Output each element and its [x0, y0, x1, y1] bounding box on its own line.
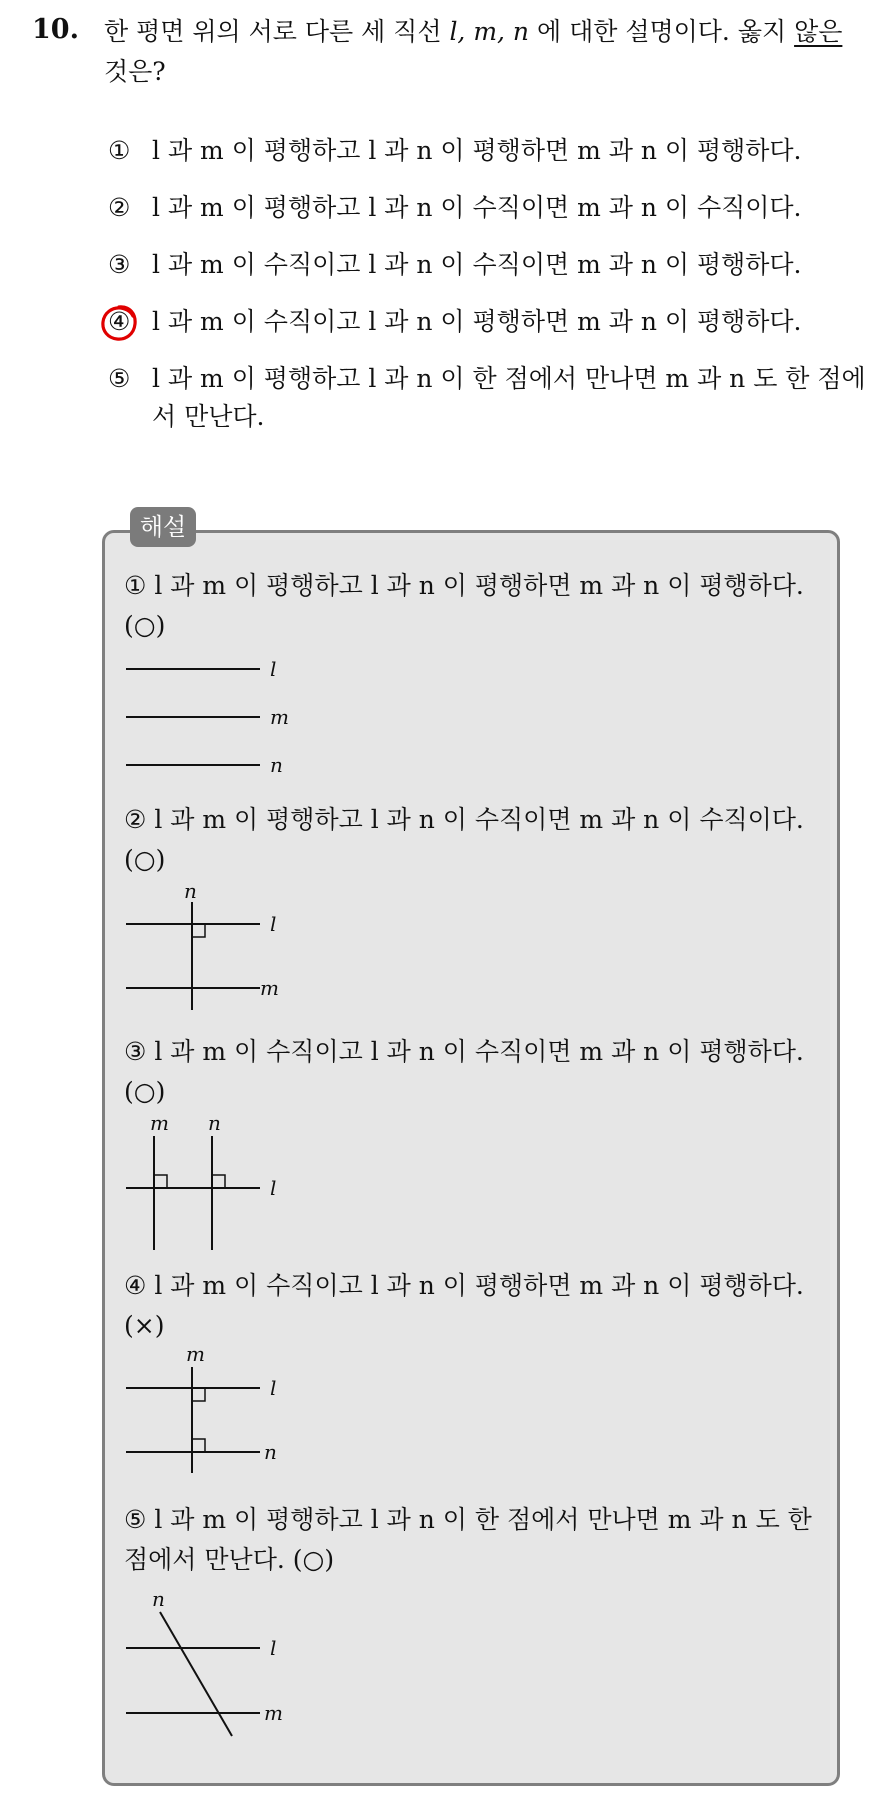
figure-3-two-perpendiculars: [120, 1111, 320, 1254]
right-angle-mark: [192, 1388, 205, 1401]
solution-item-text: ④ l 과 m 이 수직이고 l 과 n 이 평행하면 m 과 n 이 평행하다.: [124, 1271, 804, 1300]
question-number: 10.: [32, 14, 79, 45]
choice-3[interactable]: [108, 246, 868, 284]
choice-number: ④: [108, 307, 131, 336]
label-n: n: [152, 1587, 165, 1611]
solution-label: 해설: [130, 507, 196, 547]
right-angle-mark: [212, 1175, 225, 1188]
solution-item-text: ⑤ l 과 m 이 평행하고 l 과 n 이 한 점에서 만나면 m 과 n 도 한 점에서 만난다.: [124, 1505, 812, 1574]
question-underlined: 않은: [794, 17, 843, 46]
solution-item-mark: (○): [124, 611, 166, 640]
right-angle-mark: [154, 1175, 167, 1188]
answer-circle-mark: [100, 304, 138, 342]
choice-number: ②: [108, 193, 131, 222]
choice-text: l 과 m 이 평행하고 l 과 n 이 수직이면 m 과 n 이 수직이다.: [152, 193, 802, 222]
label-n: n: [264, 1440, 277, 1464]
choice-text: l 과 m 이 평행하고 l 과 n 이 평행하면 m 과 n 이 평행하다.: [152, 136, 802, 165]
solution-item-3: [124, 1032, 834, 1112]
figure-5-intersecting: [120, 1587, 320, 1740]
question-text-end: 것은?: [104, 57, 166, 86]
choice-text: l 과 m 이 수직이고 l 과 n 이 평행하면 m 과 n 이 평행하다.: [152, 307, 802, 336]
label-l: l: [270, 1176, 277, 1200]
label-l: l: [270, 1636, 277, 1660]
label-l: l: [270, 657, 277, 681]
choice-number: ①: [108, 136, 131, 165]
choice-2[interactable]: [108, 189, 868, 227]
solution-item-mark: (○): [292, 1545, 335, 1574]
label-l: l: [270, 912, 277, 936]
right-angle-mark: [192, 1439, 205, 1452]
solution-item-text: ① l 과 m 이 평행하고 l 과 n 이 평행하면 m 과 n 이 평행하다.: [124, 571, 804, 600]
solution-item-5: [124, 1500, 834, 1580]
choice-4[interactable]: [108, 303, 868, 341]
question-vars: l, m, n: [449, 17, 530, 46]
solution-item-mark: (○): [124, 845, 166, 874]
label-n: n: [270, 753, 283, 777]
solution-item-text: ② l 과 m 이 평행하고 l 과 n 이 수직이면 m 과 n 이 수직이다.: [124, 805, 804, 834]
label-m: m: [270, 705, 289, 729]
figure-2-perpendicular: [120, 879, 320, 1012]
solution-item-2: [124, 800, 834, 880]
figure-1-parallel-lines: [120, 650, 320, 777]
solution-item-mark: (×): [124, 1311, 165, 1340]
choice-text: l 과 m 이 수직이고 l 과 n 이 수직이면 m 과 n 이 평행하다.: [152, 250, 802, 279]
choice-number: ⑤: [108, 364, 131, 393]
question-text: [104, 12, 864, 92]
line-n: [160, 1612, 232, 1736]
solution-item-mark: (○): [124, 1077, 166, 1106]
label-n: n: [208, 1111, 221, 1135]
solution-item-text: ③ l 과 m 이 수직이고 l 과 n 이 수직이면 m 과 n 이 평행하다.: [124, 1037, 804, 1066]
question-text-after: 에 대한 설명이다. 옳지: [529, 17, 795, 46]
label-m: m: [260, 976, 279, 1000]
label-m: m: [264, 1701, 283, 1725]
solution-item-1: [124, 566, 834, 646]
question-text-before: 한 평면 위의 서로 다른 세 직선: [104, 17, 450, 46]
label-l: l: [270, 1376, 277, 1400]
right-angle-mark: [192, 924, 205, 937]
choice-number: ③: [108, 250, 131, 279]
figure-4-counterexample: [120, 1342, 320, 1475]
label-m: m: [150, 1111, 169, 1135]
choice-list: [108, 132, 868, 455]
choice-text: l 과 m 이 평행하고 l 과 n 이 한 점에서 만나면 m 과 n 도 한 점에서 만난다.: [152, 364, 866, 431]
label-n: n: [184, 879, 197, 903]
choice-5[interactable]: [108, 360, 868, 436]
label-m: m: [186, 1342, 205, 1366]
choice-1[interactable]: [108, 132, 868, 170]
solution-item-4: [124, 1266, 834, 1346]
